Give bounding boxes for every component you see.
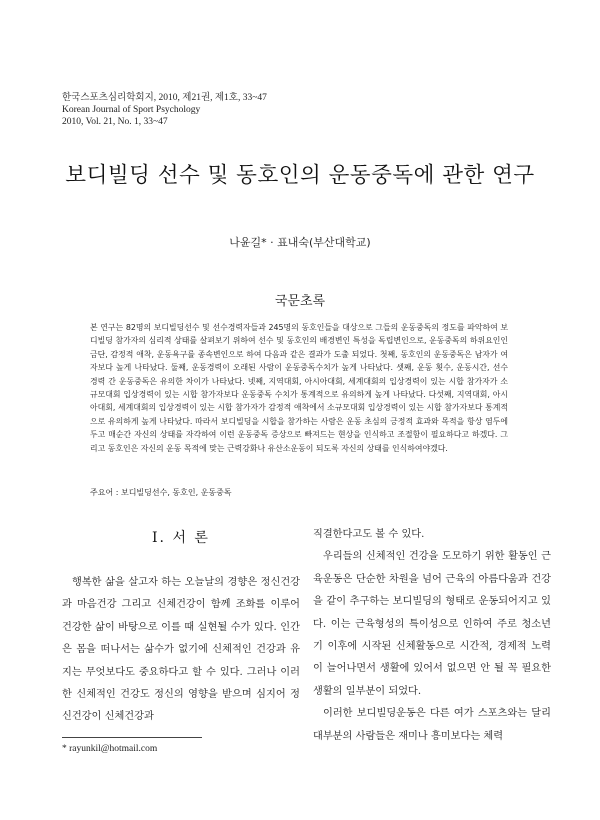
journal-header-korean: 한국스포츠심리학회지, 2010, 제21권, 제1호, 33~47: [62, 93, 267, 103]
authors: 나윤길* · 표내숙(부산대학교): [229, 236, 371, 249]
section-heading-introduction: Ⅰ. 서 론: [152, 530, 210, 546]
intro-paragraph-1: 행복한 삶을 살고자 하는 오늘날의 경향은 정신건강과 마음건강 그리고 신체건강이 함께 조화를 이루어 건강한 삶이 바탕으로 이를 때 실현될 수가 있다. 인간은 몸을 떠나서는 삶수가 없기에 신체적인 건강과 유지는 무엇보다도 중요하다고 할 수 있다. 그러나 이러한 신체적인 건강도 정신의 영향을 받으며 심지어 정신건강이 신체건강과: [62, 577, 300, 723]
footnote-divider: [62, 737, 202, 738]
intro-paragraph-continued: 직결한다고도 볼 수 있다.: [313, 529, 425, 540]
abstract-body: 본 연구는 82명의 보디빌딩선수 및 선수경력자들과 245명의 동호인들을 대상으로 그들의 운동중독의 정도를 파악하여 보디빌딩 참가자의 심리적 상태를 살펴보기 위하여 선수 및 동호인의 배경변인 특성을 독립변인으로, 운동중독의 하위요인인 금단, 감정적 애착, 운동욕구를 종속변인으로 하여 다음과 같은 결과가 도출 되었다. 첫째, 동호인의 운동중독은 남자가 여자보다 높게 나타났다. 둘째, 운동경력이 오래된 사람이 운동중독수치가 높게 나타났다. 셋째, 운동 횟수, 운동시간, 선수 경력 간 운동중독은 유의한 차이가 나타났다. 넷째, 지역대회, 아시아대회, 세계대회의 입상경력이 있는 시합 참가자가 소규모대회 입상경력이 있는 시합 참가자보다 운동중독 수치가 통계적으로 유의하게 높게 나타났다. 다섯째, 지역대회, 아시아대회, 세계대회의 입상경력이 있는 시합 참가자가 감정적 애착에서 소규모대회 입상경력이 있는 시합 참가자보다 통계적으로 유의하게 높게 나타났다. 따라서 보디빌딩을 시합을 참가하는 사람은 운동 초심의 긍정적 효과와 목적을 항상 염두에 두고 매순간 자신의 상태를 자각하여 이런 운동중독 증상으로 빠져드는 현상을 인식하고 조절함이 필요하다고 하겠다. 그리고 동호인은 자신의 운동 목적에 맞는 근력강화나 유산소운동이 되도록 자신의 상태를 인식하여야겠다.: [90, 323, 508, 453]
journal-header-english: Korean Journal of Sport Psychology: [62, 105, 201, 115]
right-column: [313, 524, 551, 748]
paper-title: 보디빌딩 선수 및 동호인의 운동중독에 관한 연구: [65, 163, 535, 188]
journal-header-volume: 2010, Vol. 21, No. 1, 33~47: [62, 117, 168, 127]
journal-header: [62, 92, 267, 128]
footnote-email: * rayunkil@hotmail.com: [62, 744, 158, 754]
left-column: [62, 524, 300, 729]
intro-paragraph-3: 이러한 보디빌딩운동은 다른 여가 스포츠와는 달리 대부분의 사람들은 재미나 흥미보다는 체력: [313, 708, 551, 742]
abstract-heading: 국문초록: [274, 294, 326, 309]
intro-paragraph-2: 우리들의 신체적인 건강을 도모하기 위한 활동인 근육운동은 단순한 차원을 넘어 근육의 아름다움과 건강을 같이 추구하는 보디빌딩의 형태로 운동되어지고 있다. 이는 근육형성의 특이성으로 인하여 주로 청소년기 이후에 시작된 신체활동으로 시간적, 경제적 노력이 늘어나면서 생활에 있어서 없으면 안 될 꼭 필요한 생활의 일부분이 되었다.: [313, 551, 551, 697]
keywords: 주요어 : 보디빌딩선수, 동호인, 운동중독: [90, 488, 232, 497]
